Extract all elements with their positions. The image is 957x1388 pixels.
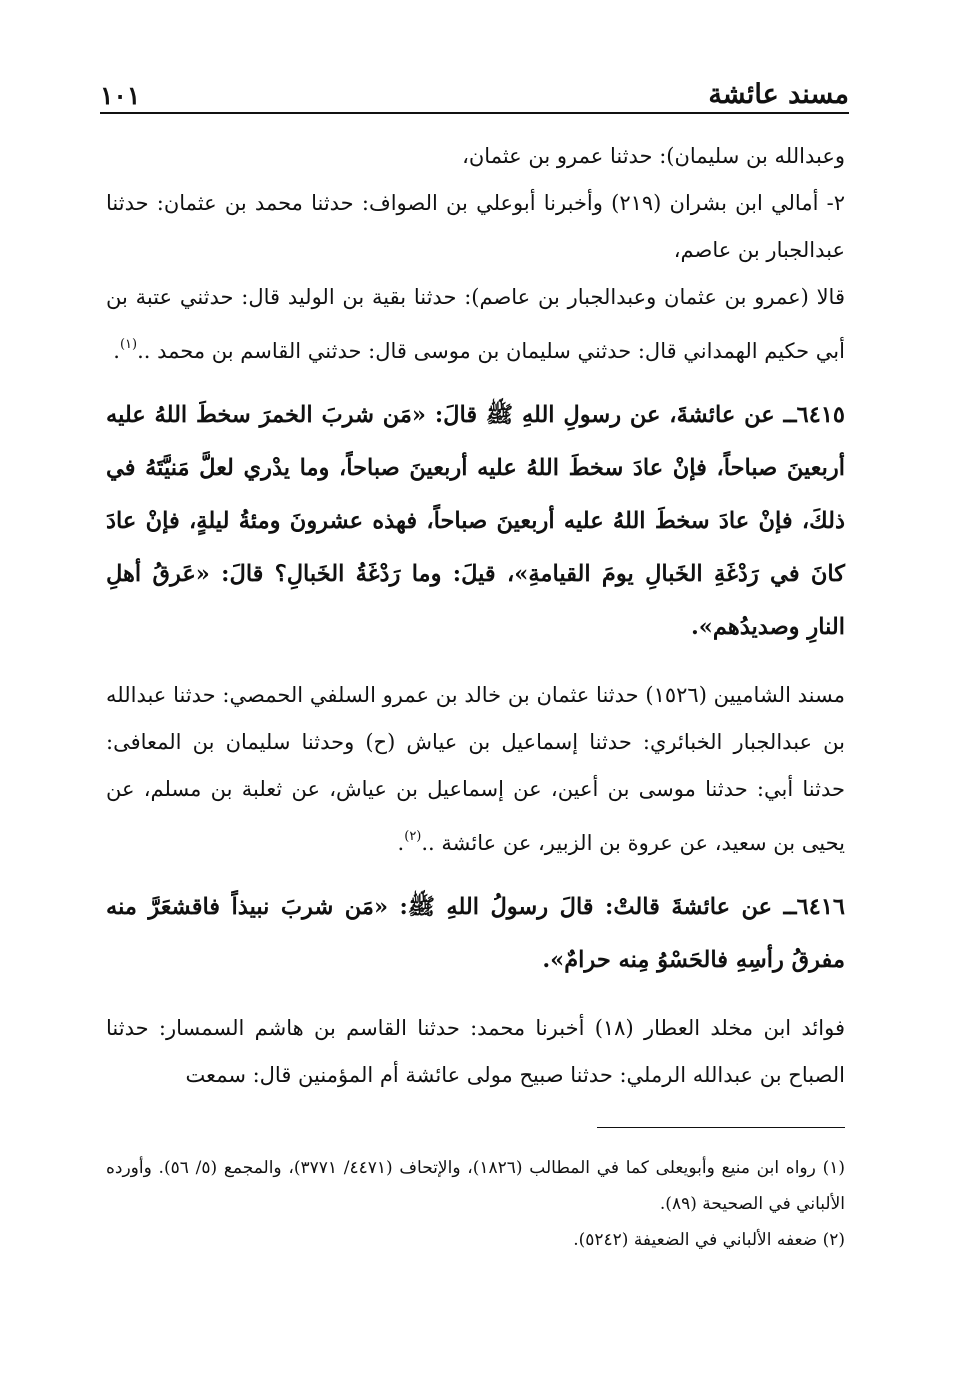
- footnote-ref-1: (١): [119, 337, 138, 352]
- musnad-text: مسند الشاميين (١٥٢٦) حدثنا عثمان بن خالد بن عمرو السلفي الحمصي: حدثنا عبدالله بن عبدالجبار الخبائري: حدثنا إسماعيل بن عياش (ح) وحدثنا سليمان بن المعافى: حدثنا أبي: حدثنا موسى بن أعين، عن إسماعيل بن عياش، عن ثعلبة بن مسلم، عن يحيى بن سعيد، عن عروة بن الزبير، عن عائشة ..: [106, 683, 845, 855]
- header-divider: [100, 112, 849, 114]
- footnote-divider: [597, 1127, 845, 1128]
- isnad-text: قالا (عمرو بن عثمان وعبدالجبار بن عاصم): حدثنا بقية بن الوليد قال: حدثني عتبة بن أبي حكيم الهمداني قال: حدثني سليمان بن موسى قال: حدثني القاسم بن محمد ..: [106, 285, 845, 363]
- main-text: [106, 133, 845, 1099]
- running-title: مسند عائشة: [708, 79, 849, 110]
- footnote-2: (٢) ضعفه الألباني في الضعيفة (٥٢٤٢).: [573, 1230, 845, 1250]
- footnotes: [106, 1150, 845, 1258]
- paragraph-continuation: وعبدالله بن سليمان): حدثنا عمرو بن عثمان،: [462, 144, 845, 168]
- hadith-6416: ٦٤١٦ــ عن عائشةَ قالتْ: قالَ رسولُ اللهِ ﷺ: «مَن شربَ نبيذاً فاقشعَرَّ منه مفرقُ رأسِهِ فالحَسْوُ مِنه حرامٌ».: [106, 894, 845, 973]
- footnote-ref-2: (٢): [404, 829, 422, 844]
- running-header: [100, 68, 849, 108]
- paragraph-source-2: ٢- أمالي ابن بشران (٢١٩) وأخبرنا أبوعلي بن الصواف: حدثنا محمد بن عثمان: حدثنا عبدالجبار بن عاصم،: [106, 191, 845, 262]
- hadith-6415: ٦٤١٥ــ عن عائشةَ، عن رسولِ اللهِ ﷺ قالَ: «مَن شربَ الخمرَ سخطَ اللهُ عليه أربعينَ صباحاً، فإنْ عادَ سخطَ اللهُ عليه أربعينَ صباحاً، وما يدْري لعلَّ مَنيَّتَهُ في ذلكَ، فإنْ عادَ سخطَ اللهُ عليه أربعينَ صباحاً، فهذه عشرونَ ومئةُ ليلةٍ، فإنْ عادَ كانَ في رَدْغَةِ الخَبالِ يومَ القيامةِ»، قيلَ: وما رَدْغَةُ الخَبالِ؟ قالَ: «عَرقُ أهلِ النارِ وصديدُهم».: [106, 402, 845, 640]
- footnote-1: (١) رواه ابن منيع وأبويعلى كما في المطالب (١٨٢٦)، والإتحاف (٤٤٧١/ ٣٧٧١)، والمجمع (٥/ ٥٦). وأورده الألباني في الصحيحة (٨٩).: [106, 1158, 845, 1214]
- page-number: ١٠١: [100, 81, 141, 110]
- paragraph-fawaid: فوائد ابن مخلد العطار (١٨) أخبرنا محمد: حدثنا القاسم بن هاشم السمسار: حدثنا الصباح بن عبدالله الرملي: حدثنا صبيح مولى عائشة أم المؤمنين قال: سمعت: [106, 1016, 846, 1087]
- paragraph-isnad: قالا (عمرو بن عثمان وعبدالجبار بن عاصم): حدثنا بقية بن الوليد قال: حدثني عتبة بن أبي حكيم الهمداني قال: حدثني سليمان بن موسى قال: حدثني القاسم بن محمد ..$^{(١)}$.: [106, 285, 845, 363]
- paragraph-musnad-shamiyyin: مسند الشاميين (١٥٢٦) حدثنا عثمان بن خالد بن عمرو السلفي الحمصي: حدثنا عبدالله بن عبدالجبار الخبائري: حدثنا إسماعيل بن عياش (ح) وحدثنا سليمان بن المعافى: حدثنا أبي: حدثنا موسى بن أعين، عن إسماعيل بن عياش، عن ثعلبة بن مسلم، عن يحيى بن سعيد، عن عروة بن الزبير، عن عائشة ..$^{(٢)}$.: [106, 683, 845, 855]
